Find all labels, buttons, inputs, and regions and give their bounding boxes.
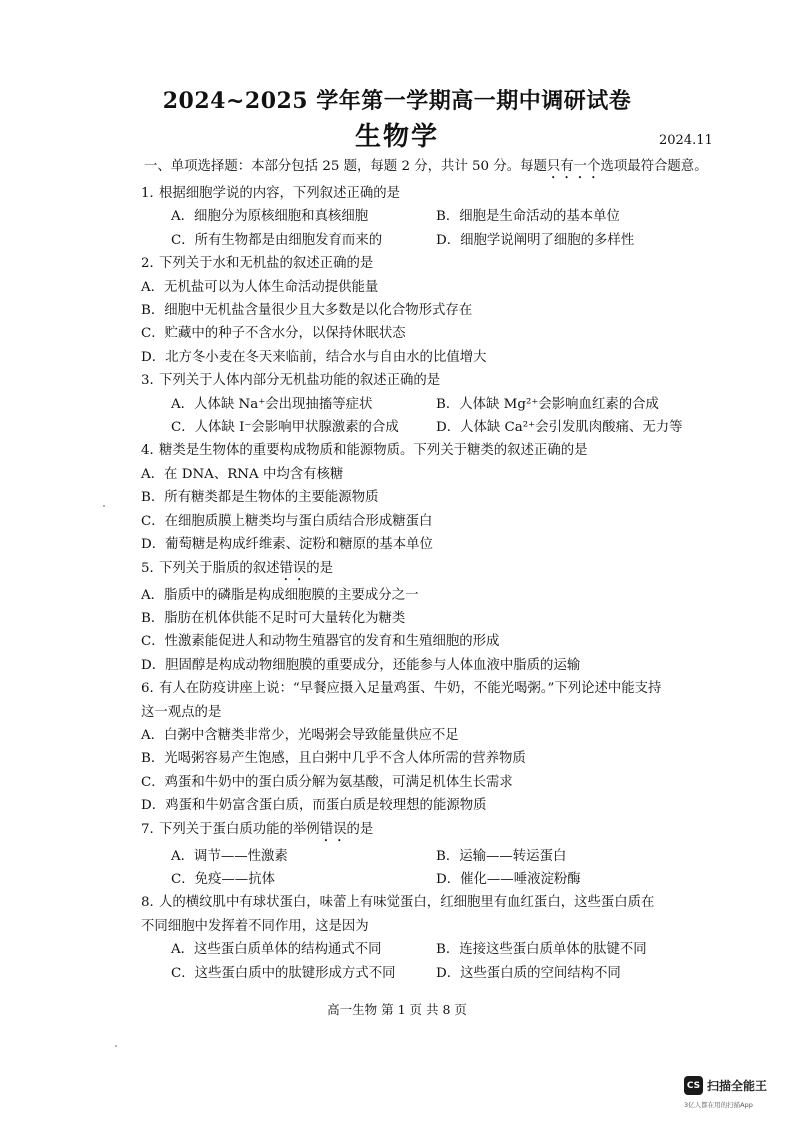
question-8-options-cd: [171, 962, 731, 985]
question-text: 下列关于水和无机盐的叙述正确的是: [159, 256, 374, 272]
question-number: 3．: [141, 373, 163, 389]
section-heading: [0, 155, 730, 182]
option-c: C．贮藏中的种子不含水分，以保持休眠状态: [141, 326, 406, 342]
option-a: A．人体缺 Na⁺会出现抽搐等症状: [171, 396, 373, 412]
option-a: A．无机盐可以为人体生命活动提供能量: [141, 279, 379, 295]
option-d: D．北方冬小麦在冬天来临前，结合水与自由水的比值增大: [141, 349, 487, 365]
scan-speck: [103, 505, 105, 507]
question-7-stem: [141, 818, 731, 845]
question-emphasis: 错误: [279, 560, 307, 576]
question-5-stem: [141, 557, 731, 584]
section-suffix: 选项最符合题意。: [600, 159, 708, 174]
question-1-options-ab: [171, 205, 731, 228]
question-number: 4．: [141, 443, 163, 459]
question-text: 下列关于脂质的叙述: [159, 560, 280, 576]
question-text: 有人在防疫讲座上说：“早餐应摄入足量鸡蛋、牛奶，不能光喝粥。”下列论述中能支持: [159, 681, 662, 697]
question-number: 2．: [141, 256, 163, 272]
option-c: C．鸡蛋和牛奶中的蛋白质分解为氨基酸，可满足机体生长需求: [141, 774, 513, 790]
option-b: B．连接这些蛋白质单体的肽键不同: [436, 942, 647, 958]
question-emphasis: 错误: [319, 821, 347, 837]
subject-title: 生物学: [354, 122, 439, 152]
option-a: A．调节——性激素: [171, 848, 288, 864]
question-1-options-cd: [171, 229, 731, 252]
question-8-options-ab: [171, 938, 731, 961]
option-b: B．脂肪在机体供能不足时可大量转化为糖类: [141, 610, 406, 626]
option-c: C．这些蛋白质中的肽键形成方式不同: [171, 965, 396, 981]
option-c: C．人体缺 I⁻会影响甲状腺激素的合成: [171, 420, 399, 436]
scanner-tagline: 3亿人都在用的扫描App: [684, 1101, 753, 1109]
question-text-end: 的是: [306, 560, 334, 576]
option-c: C．免疫——抗体: [171, 871, 275, 887]
option-b: B．所有糖类都是生物体的主要能源物质: [141, 490, 379, 506]
question-number: 5．: [141, 560, 163, 576]
option-c: C．性激素能促进人和动物生殖器官的发育和生殖细胞的形成: [141, 634, 500, 650]
option-d: D．细胞学说阐明了细胞的多样性: [436, 232, 635, 248]
question-8-stem-cont: 不同细胞中发挥着不同作用，这是因为: [141, 918, 369, 934]
section-emphasis: 只有一个: [546, 159, 601, 174]
question-2-stem: [141, 252, 731, 275]
scanner-name: 扫描全能王: [707, 1079, 768, 1093]
option-a: A．细胞分为原核细胞和真核细胞: [171, 209, 369, 225]
exam-date: 2024.11: [659, 133, 713, 148]
page-footer: 高一生物 第 1 页 共 8 页: [327, 1002, 467, 1017]
scan-speck: [115, 1045, 117, 1047]
camscanner-logo-icon: CS: [684, 1076, 703, 1095]
option-b: B．细胞是生命活动的基本单位: [436, 209, 620, 225]
option-a: A．脂质中的磷脂是构成细胞膜的主要成分之一: [141, 587, 419, 603]
question-number: 7．: [141, 821, 163, 837]
question-3-options-cd: [171, 416, 731, 439]
question-6-stem-cont: 这一观点的是: [141, 704, 222, 720]
question-3-options-ab: [171, 393, 731, 416]
scanner-watermark: [684, 1076, 767, 1095]
exam-title: 2024~2025 学年第一学期高一期中调研试卷: [162, 88, 632, 114]
option-d: D．这些蛋白质的空间结构不同: [436, 965, 621, 981]
question-text: 下列关于人体内部分无机盐功能的叙述正确的是: [159, 373, 441, 389]
question-8-stem: [141, 891, 731, 914]
option-b: B．运输——转运蛋白: [436, 848, 567, 864]
question-4-stem: [141, 439, 731, 462]
option-d: D．人体缺 Ca²⁺会引发肌肉酸痛、无力等: [436, 420, 683, 436]
option-c: C．在细胞质膜上糖类均与蛋白质结合形成糖蛋白: [141, 513, 433, 529]
option-a: A．白粥中含糖类非常少，光喝粥会导致能量供应不足: [141, 727, 459, 743]
option-d: D．催化——唾液淀粉酶: [436, 871, 581, 887]
option-b: B．光喝粥容易产生饱感，且白粥中几乎不含人体所需的营养物质: [141, 751, 526, 767]
question-1-stem: [141, 182, 731, 205]
option-d: D．葡萄糖是构成纤维素、淀粉和糖原的基本单位: [141, 537, 433, 553]
question-text: 根据细胞学说的内容，下列叙述正确的是: [159, 186, 401, 201]
option-a: A．这些蛋白质单体的结构通式不同: [171, 942, 382, 958]
question-text-end: 的是: [346, 821, 374, 837]
option-d: D．鸡蛋和牛奶富含蛋白质，而蛋白质是较理想的能源物质: [141, 798, 487, 814]
question-3-stem: [141, 369, 731, 392]
question-text: 糖类是生物体的重要构成物质和能源物质。下列关于糖类的叙述正确的是: [159, 443, 588, 459]
question-text: 下列关于蛋白质功能的举例: [159, 821, 320, 837]
section-prefix: 一、单项选择题：本部分包括 25 题，每题 2 分，共计 50 分。每题: [144, 159, 547, 174]
question-number: 8．: [141, 895, 163, 911]
option-c: C．所有生物都是由细胞发育而来的: [171, 232, 383, 248]
option-d: D．胆固醇是构成动物细胞膜的重要成分，还能参与人体血液中脂质的运输: [141, 657, 581, 673]
question-6-stem: [141, 677, 731, 700]
option-b: B．人体缺 Mg²⁺会影响血红素的合成: [436, 396, 659, 412]
question-7-options-cd: [171, 868, 731, 891]
exam-content: [141, 155, 731, 985]
question-text: 人的横纹肌中有球状蛋白，味蕾上有味觉蛋白，红细胞里有血红蛋白，这些蛋白质在: [159, 895, 655, 911]
question-number: 6．: [141, 681, 163, 697]
question-7-options-ab: [171, 845, 731, 868]
option-a: A．在 DNA、RNA 中均含有核糖: [141, 466, 344, 482]
question-number: 1．: [141, 186, 163, 201]
option-b: B．细胞中无机盐含量很少且大多数是以化合物形式存在: [141, 303, 473, 319]
